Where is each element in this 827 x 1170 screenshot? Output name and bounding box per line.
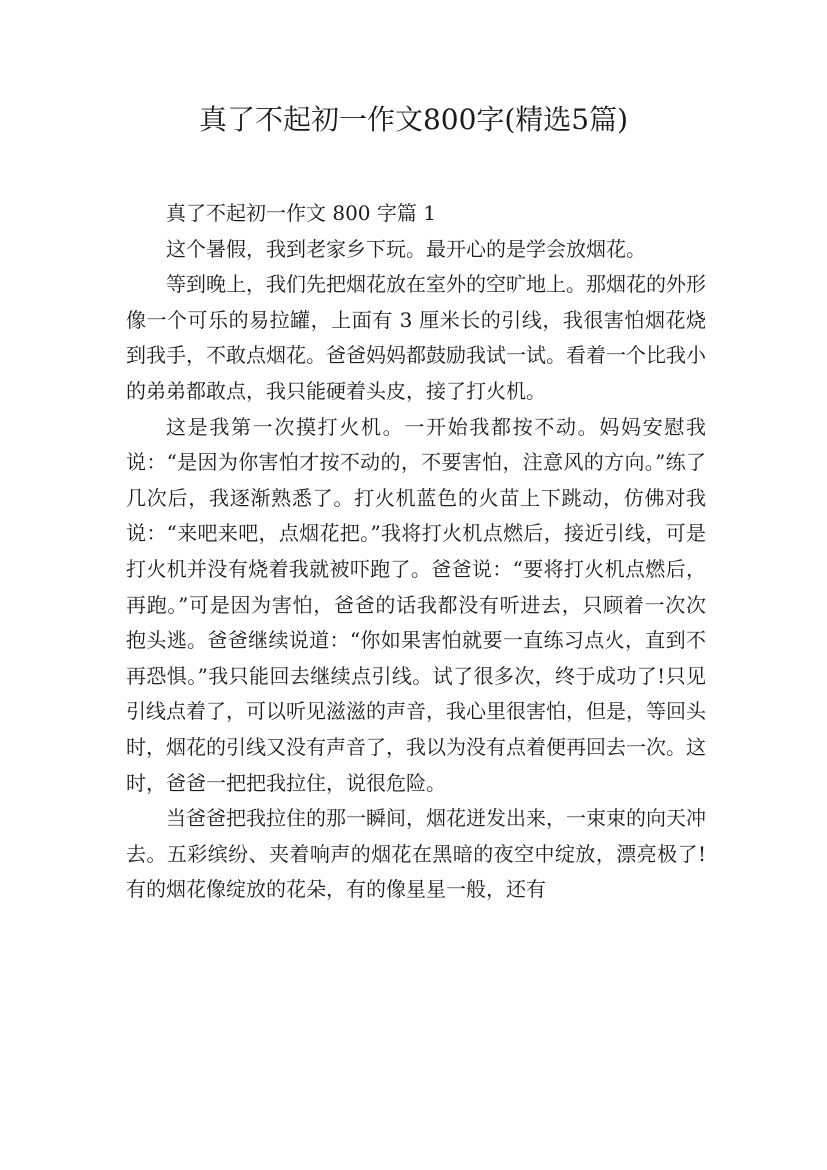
document-body	[126, 196, 706, 908]
paragraph: 等到晚上，我们先把烟花放在室外的空旷地上。那烟花的外形像一个可乐的易拉罐，上面有 3 厘米长的引线，我很害怕烟花烧到我手，不敢点烟花。爸爸妈妈都鼓励我试一试。看着一个比我小的弟弟都敢点，我只能硬着头皮，接了打火机。	[126, 272, 706, 403]
section-heading: 真了不起初一作文 800 字篇 1	[166, 201, 436, 225]
document-title: 真了不起初一作文800字(精选5篇)	[198, 103, 629, 136]
paragraph: 这个暑假，我到老家乡下玩。最开心的是学会放烟花。	[166, 236, 646, 261]
paragraph: 当爸爸把我拉住的那一瞬间，烟花迸发出来，一束束的向天冲去。五彩缤纷、夹着响声的烟花在黑暗的夜空中绽放，漂亮极了!有的烟花像绽放的花朵，有的像星星一般，还有	[126, 806, 706, 902]
paragraph: 这是我第一次摸打火机。一开始我都按不动。妈妈安慰我说：“是因为你害怕才按不动的，不要害怕，注意风的方向。”练了几次后，我逐渐熟悉了。打火机蓝色的火苗上下跳动，仿佛对我说：“来吧来吧，点烟花把。”我将打火机点燃后，接近引线，可是打火机并没有烧着我就被吓跑了。爸爸说：“要将打火机点燃后，再跑。”可是因为害怕，爸爸的话我都没有听进去，只顾着一次次抱头逃。爸爸继续说道：“你如果害怕就要一直练习点火，直到不再恐惧。”我只能回去继续点引线。试了很多次，终于成功了!只见引线点着了，可以听见滋滋的声音，我心里很害怕，但是，等回头时，烟花的引线又没有声音了，我以为没有点着便再回去一次。这时，爸爸一把把我拉住，说很危险。	[126, 414, 706, 795]
